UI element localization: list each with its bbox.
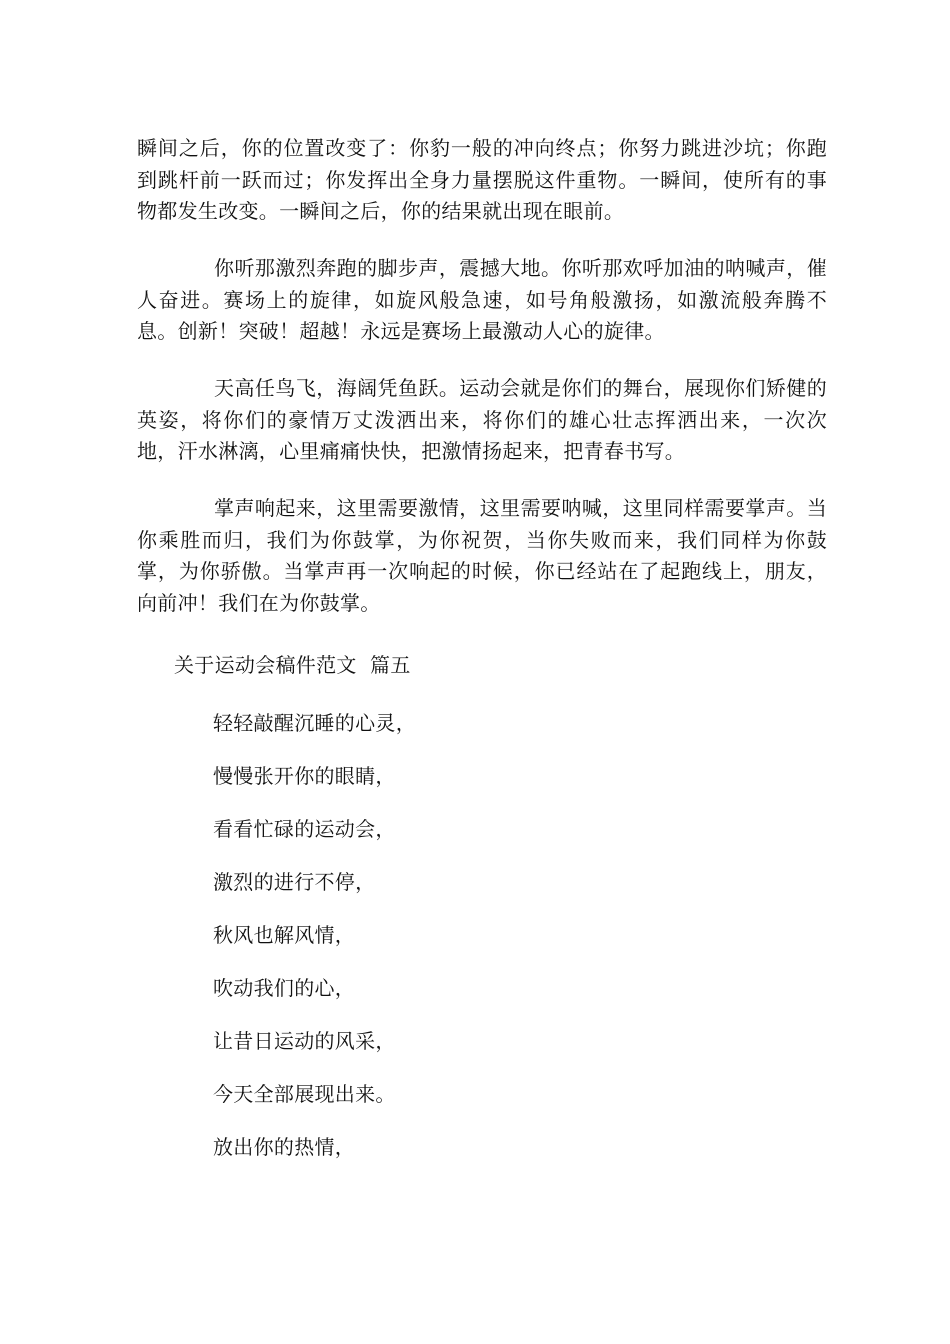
- poem-line: 秋风也解风情，: [213, 923, 356, 947]
- poem-line: 吹动我们的心，: [213, 976, 356, 1000]
- paragraph: 你听那激烈奔跑的脚步声，震撼大地。你听那欢呼加油的呐喊声，催人奋进。赛场上的旋律，如旋风般急速，如号角般激扬，如激流般奔腾不息。创新！突破！超越！永远是赛场上最激动人心的旋律。: [137, 256, 827, 343]
- paragraph: 瞬间之后，你的位置改变了：你豹一般的冲向终点；你努力跳进沙坑；你跑到跳杆前一跃而过；你发挥出全身力量摆脱这件重物。一瞬间，使所有的事物都发生改变。一瞬间之后，你的结果就出现在眼前。: [137, 136, 827, 223]
- poem-line: 让昔日运动的风采，: [213, 1029, 396, 1053]
- poem-line: 慢慢张开你的眼睛，: [213, 764, 396, 788]
- poem-line: 今天全部展现出来。: [213, 1082, 396, 1106]
- paragraph: 掌声响起来，这里需要激情，这里需要呐喊，这里同样需要掌声。当你乘胜而归，我们为你鼓掌，为你祝贺，当你失败而来，我们同样为你鼓掌，为你骄傲。当掌声再一次响起的时候，你已经站在了起跑线上，朋友，向前冲！我们在为你鼓掌。: [137, 496, 827, 615]
- poem-line: 激烈的进行不停，: [213, 870, 376, 894]
- section-heading: 关于运动会稿件范文 篇五: [174, 653, 411, 677]
- poem-line: 轻轻敲醒沉睡的心灵，: [213, 711, 416, 735]
- poem-line: 放出你的热情，: [213, 1135, 356, 1159]
- poem-line: 看看忙碌的运动会，: [213, 817, 396, 841]
- paragraph: 天高任鸟飞，海阔凭鱼跃。运动会就是你们的舞台，展现你们矫健的英姿，将你们的豪情万丈泼洒出来，将你们的雄心壮志挥洒出来，一次次地，汗水淋漓，心里痛痛快快，把激情扬起来，把青春书写。: [137, 376, 827, 463]
